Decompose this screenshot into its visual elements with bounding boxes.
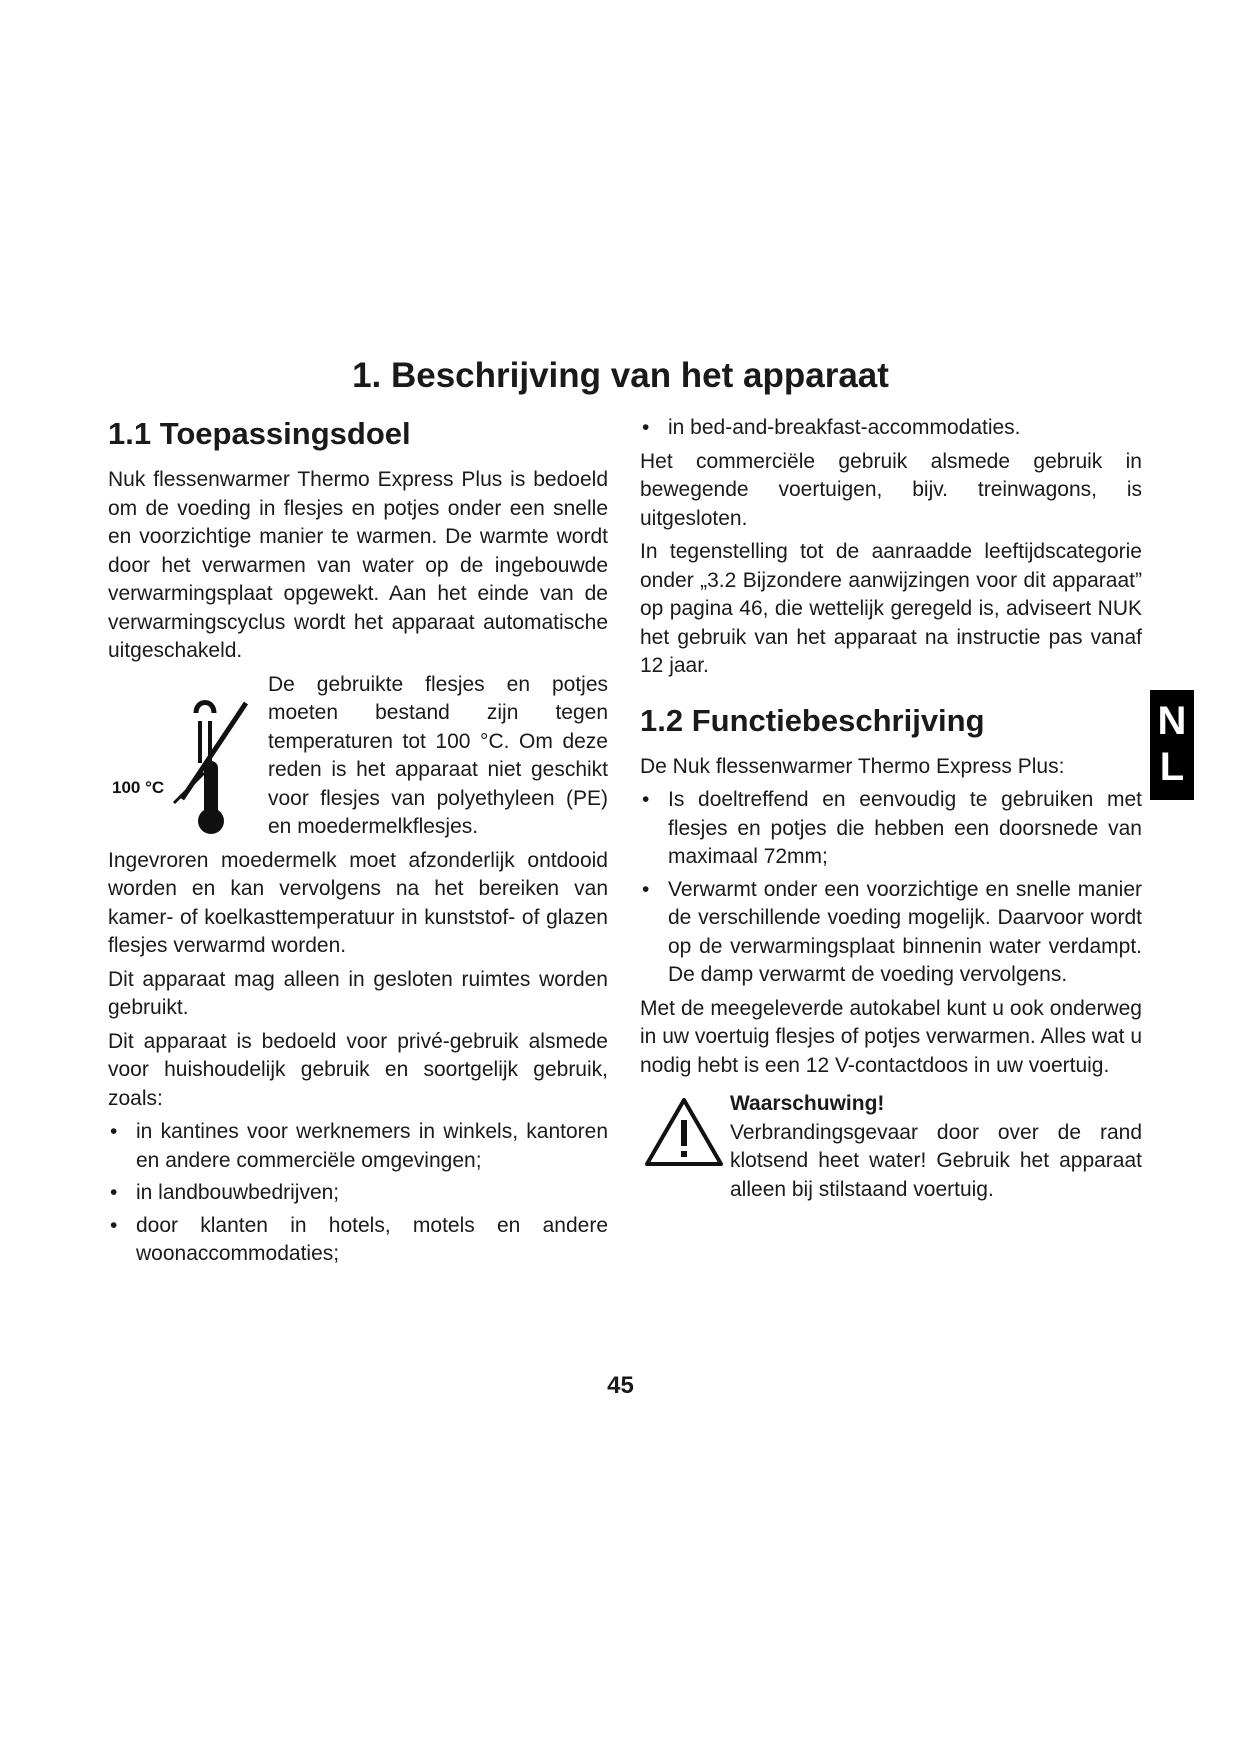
list-item: • in landbouwbedrijven; xyxy=(108,1179,608,1208)
language-tab-nl xyxy=(1150,690,1194,800)
bullet: • xyxy=(110,1181,118,1204)
page-number: 45 xyxy=(607,1372,634,1399)
tab-letter-l: L xyxy=(1159,745,1185,789)
tab-letter-n: N xyxy=(1157,699,1187,743)
list-item: • door klanten in hotels, motels en andere woonaccommodaties; xyxy=(110,1213,608,1265)
warning-text: Verbrandingsgevaar door over de rand klotsend heet water! Gebruik het apparaat alleen bij stilstaand voertuig. xyxy=(730,1120,1142,1201)
section-heading-toepassingsdoel: 1.1 Toepassingsdoel xyxy=(108,416,411,451)
left-column xyxy=(108,414,608,1273)
car-cable-paragraph: Met de meegeleverde autokabel kunt u ook onderweg in uw voertuig flesjes of potjes verwarmen. Alles wat u nodig hebt is een 12 V-contactdoos in uw voertuig. xyxy=(640,996,1142,1077)
age-advice-paragraph: In tegenstelling tot de aanraadde leeftijdscategorie onder „3.2 Bijzondere aanwijzingen voor dit apparaat” op pagina 46, die wettelijk geregeld is, adviseert NUK het gebruik van het apparaat na instructie pas vanaf 12 jaar. xyxy=(640,540,1142,677)
section-heading-functiebeschrijving: 1.2 Functiebeschrijving xyxy=(640,702,985,738)
bullet: • xyxy=(642,416,650,439)
private-use-paragraph: Dit apparaat is bedoeld voor privé-gebruik alsmede voor huishoudelijk gebruik en soortgelijk gebruik, zoals: xyxy=(108,1029,608,1110)
list-item: • Verwarmt onder een voorzichtige en snelle manier de verschillende voeding mogelijk. Daarvoor wordt op de verwarmingsplaat binnenin water verdampt. De damp verwarmt de voeding vervolgens. xyxy=(642,877,1142,986)
list-item: • in kantines voor werknemers in winkels, kantoren en andere commerciële omgevingen; xyxy=(110,1120,608,1172)
function-intro: De Nuk flessenwarmer Thermo Express Plus: xyxy=(640,754,1065,778)
warning-title: Waarschuwing! xyxy=(730,1092,885,1115)
intro-paragraph: Nuk flessenwarmer Thermo Express Plus is bedoeld om de voeding in flesjes en potjes onder een snelle en voorzichtige manier te warmen. De warmte wordt door het verwarmen van water op de ingebouwde verwarmingsplaat opgewekt. Aan het einde van de verwarmingscyclus wordt het apparaat automatische uitgeschakeld. xyxy=(108,468,608,662)
closed-rooms-paragraph: Dit apparaat mag alleen in gesloten ruimtes worden gebruikt. xyxy=(108,967,608,1019)
page-title: 1. Beschrijving van het apparaat xyxy=(352,356,889,395)
commercial-excluded-paragraph: Het commerciële gebruik alsmede gebruik in bewegende voertuigen, bijv. treinwagons, is uitgesloten. xyxy=(640,449,1142,530)
feature-list xyxy=(640,786,1142,990)
list-item: • Is doeltreffend en eenvoudig te gebruiken met flesjes en potjes die hebben een doorsnede van maximaal 72mm; xyxy=(642,788,1142,868)
bullet: • xyxy=(642,877,650,901)
use-case-list xyxy=(108,1118,608,1269)
bullet: • xyxy=(110,1120,118,1143)
list-item: • in bed-and-breakfast-accommodaties. xyxy=(640,414,1142,443)
right-column xyxy=(640,414,1142,1204)
warning-block xyxy=(640,1090,1142,1204)
temperature-note-block xyxy=(108,671,608,842)
temperature-100c-icon xyxy=(108,681,258,836)
use-case-list-continued xyxy=(640,414,1142,443)
bullet: • xyxy=(642,788,650,811)
warning-triangle-icon xyxy=(644,1096,724,1168)
temperature-label: 100 °C xyxy=(112,777,165,797)
bullet: • xyxy=(110,1213,118,1237)
frozen-milk-paragraph: Ingevroren moedermelk moet afzonderlijk ontdooid worden en kan vervolgens na het bereiken van kamer- of koelkasttemperatuur in kunststof- of glazen flesjes verwarmd worden. xyxy=(108,848,608,957)
temperature-note: De gebruikte flesjes en potjes moeten bestand zijn tegen temperaturen tot 100 °C. Om deze reden is het apparaat niet geschikt voor flesjes van polyethyleen (PE) en moedermelkflesjes. xyxy=(268,672,608,838)
